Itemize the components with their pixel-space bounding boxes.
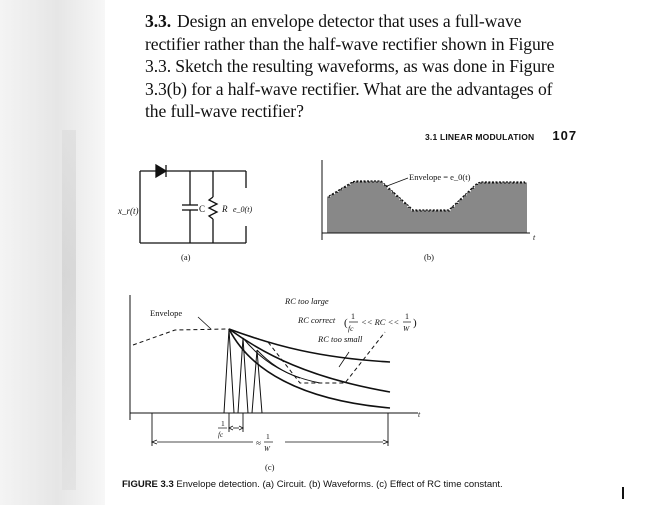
carrier-pulse: [356, 182, 358, 233]
waveform-sublabel: (b): [424, 252, 434, 262]
paren-close: ): [413, 317, 417, 329]
carrier-pulse: [472, 188, 474, 233]
carrier-pulse: [396, 196, 398, 233]
carrier-pulse: [348, 185, 350, 233]
carrier-pulse: [432, 211, 434, 233]
carrier-pulse: [332, 195, 334, 233]
carrier-pulse: [328, 197, 330, 233]
carrier-pulse: [488, 183, 490, 233]
carrier-pulse: [388, 189, 390, 233]
carrier-peak: [252, 350, 262, 413]
carrier-pulse: [408, 207, 410, 233]
carrier-pulse: [512, 183, 514, 233]
resistor-label: R: [222, 204, 228, 214]
fc-num: 1: [351, 312, 355, 321]
caption-text: Envelope detection. (a) Circuit. (b) Waveforms. (c) Effect of RC time constant.: [176, 479, 503, 490]
rc-too-small-label: RC too small: [318, 334, 363, 344]
carrier-pulse: [352, 183, 354, 233]
w-num: 1: [405, 312, 409, 321]
carrier-pulse: [440, 211, 442, 233]
circuit-sublabel: (a): [181, 252, 191, 262]
carrier-pulse: [372, 182, 374, 233]
resistor-icon: [209, 197, 217, 219]
carrier-pulse: [476, 184, 478, 233]
carrier-pulse: [344, 187, 346, 233]
diode-icon: [156, 165, 166, 177]
rc-sublabel: (c): [265, 462, 275, 472]
carrier-pulse: [424, 211, 426, 233]
rectified-carrier: [328, 182, 526, 233]
problem-text-line: rectifier rather than the half-wave rectifier shown in Figure: [145, 33, 555, 54]
carrier-pulse: [420, 211, 422, 233]
text-cursor: [622, 487, 624, 499]
fc-den: fc: [348, 324, 354, 333]
output-label: e_0(t): [233, 205, 253, 214]
problem-text-line: Design an envelope detector that uses a full-wave: [177, 11, 522, 31]
carrier-pulse: [468, 192, 470, 233]
carrier-pulse: [392, 193, 394, 233]
carrier-pulse: [480, 183, 482, 233]
carrier-pulse: [520, 183, 522, 233]
arrowhead: [229, 426, 233, 430]
page-number: 107: [552, 128, 578, 143]
carrier-pulse: [500, 183, 502, 233]
arrowhead: [383, 440, 388, 444]
carrier-pulse: [452, 207, 454, 233]
caption-label: FIGURE 3.3: [122, 479, 174, 490]
carrier-pulse: [364, 182, 366, 233]
rc-envelope-label: Envelope: [150, 308, 183, 318]
circuit-diagram: [140, 165, 246, 243]
carrier-pulse: [508, 183, 510, 233]
rc-relation: << RC <<: [361, 317, 400, 327]
capacitor-label: C: [199, 204, 206, 214]
carrier-pulse: [384, 186, 386, 233]
section-title: 3.1 LINEAR MODULATION: [425, 132, 535, 142]
rc-too-large-label: RC too large: [285, 296, 329, 306]
carrier-pulse: [444, 211, 446, 233]
carrier-pulse: [492, 183, 494, 233]
carrier-pulse: [464, 196, 466, 233]
carrier-pulse: [496, 183, 498, 233]
carrier-pulse: [456, 203, 458, 233]
figure-caption: [122, 479, 503, 490]
problem-text-line: 3.3(b) for a half-wave rectifier. What are the advantages of: [145, 78, 553, 99]
problem-number: 3.3.: [145, 11, 171, 31]
carrier-pulse: [404, 204, 406, 233]
problem-text-line: 3.3. Sketch the resulting waveforms, as was done in Figure: [145, 56, 555, 76]
rc-correct-label: RC correct: [298, 315, 336, 325]
carrier-pulse: [516, 183, 518, 233]
carrier-pulse: [484, 183, 486, 233]
decay-curve: [257, 350, 300, 378]
carrier-pulse: [400, 200, 402, 233]
rc-axis-t: t: [418, 410, 421, 419]
envelope-pointer: [387, 178, 408, 186]
arrowhead: [239, 426, 243, 430]
carrier-pulse: [524, 183, 526, 233]
dim-fc-den: fc: [218, 431, 224, 439]
dim-fc-num: 1: [221, 419, 225, 428]
carrier-pulse: [428, 211, 430, 233]
carrier-pulse: [448, 211, 450, 233]
carrier-pulse: [416, 211, 418, 233]
carrier-pulse: [336, 192, 338, 233]
waveform-axis-t: t: [533, 233, 536, 242]
paren-open: (: [344, 317, 348, 329]
carrier-pulse: [368, 182, 370, 233]
dim-approx: ≈: [256, 438, 261, 448]
carrier-pulse: [460, 200, 462, 233]
carrier-pulse: [376, 182, 378, 233]
dim-w-den: W: [264, 445, 270, 453]
dim-w-num: 1: [266, 432, 270, 441]
input-label: x_r(t): [118, 206, 139, 216]
carrier-pulse: [360, 182, 362, 233]
waveform-envelope-label: Envelope = e_0(t): [409, 172, 471, 182]
carrier-pulse: [436, 211, 438, 233]
carrier-pulse: [340, 190, 342, 233]
rc-small-pointer: [339, 352, 349, 367]
carrier-pulse: [412, 211, 414, 233]
w-den: W: [403, 324, 410, 333]
carrier-pulse: [380, 182, 382, 233]
carrier-peak: [224, 329, 234, 413]
envelope-pointer: [198, 317, 211, 329]
arrowhead: [152, 440, 157, 444]
problem-text-line: the full-wave rectifier?: [145, 101, 304, 121]
carrier-pulse: [504, 183, 506, 233]
